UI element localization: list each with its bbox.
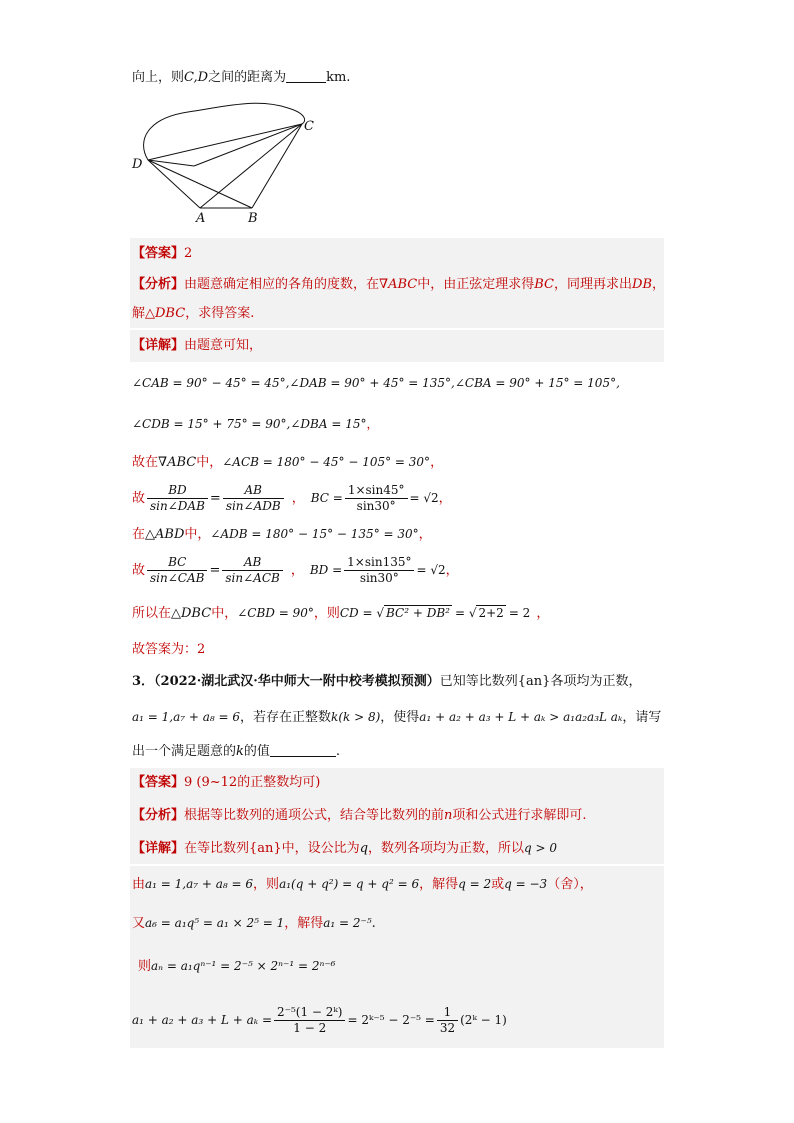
math: n [444,808,453,823]
numerator: 1 [437,1005,458,1021]
text: . [371,916,376,931]
denominator: 1 − 2 [293,1021,327,1035]
text: ，则 [253,877,280,892]
math: △DBC [171,606,212,621]
text: . [335,744,341,759]
q3-stem-line-3 [132,742,340,762]
problem-tail-line [132,68,350,88]
label-b: B [248,211,258,226]
label-a: A [196,211,206,226]
text: ， [430,455,444,470]
math: a₆ = a₁q⁵ = a₁ × 2⁵ = 1 [145,916,285,930]
answer-tag: 【答案】 [132,246,185,261]
answer-value: 2 [184,246,193,261]
math: ∠ACB = 180° − 45° − 105° = 30° [222,455,431,469]
denominator: 32 [439,1021,456,1035]
detail-line [132,336,262,356]
equation-1 [132,373,620,393]
numerator: BC [147,555,207,571]
math: q = −3 [504,877,548,891]
text: 或 [491,877,505,892]
text: 故在 [132,455,159,470]
math: BC [534,277,555,292]
unit: km. [326,70,351,85]
text: 向上，则 [132,70,185,85]
text: 在等比数列{an}中，设公比为 [184,841,360,856]
equation-4 [132,478,452,519]
answer-tag: 【答案】 [132,775,185,790]
q3-detail-2 [132,874,593,895]
text: ，则 [313,606,340,621]
text: ， [536,606,550,621]
segment-bc [252,124,302,208]
analysis-tag: 【分析】 [132,808,185,823]
fraction [437,1005,458,1036]
math: ∠CDB = 15° + 75° = 90°,∠DBA = 15° [132,417,367,431]
text: ，解得 [284,916,324,931]
text: 中，由正弦定理求得 [417,277,535,292]
text: （舍）， [547,877,593,892]
text: ， [445,563,459,578]
fraction [147,555,207,586]
text: 则 [138,959,152,974]
math-cd: C,D [184,70,209,85]
denominator: sin30° [359,571,399,585]
text: 解 [132,306,146,321]
segment-ac [200,124,302,208]
text: ，解得 [419,877,459,892]
math: = [209,491,221,506]
text: ， [418,527,432,542]
answer-line [132,244,192,264]
label-c: C [304,119,314,134]
answer-value: 9 (9~12的正整数均可) [184,775,321,790]
math: CD = √ [339,606,384,620]
fraction [222,555,282,586]
text: 所以在 [132,606,172,621]
label-d: D [132,157,143,172]
math: = √2 [409,491,439,505]
denominator: sin∠DAB [150,499,205,513]
q3-stem-line-1 [132,672,641,692]
math: a₁ = 2⁻⁵ [323,916,372,930]
numerator: AB [223,483,284,499]
math: k [236,744,244,759]
math: ∠CBD = 90° [237,606,314,620]
math: DB [632,277,653,292]
equation-7 [132,603,549,624]
segment-da [148,160,200,208]
text: 之间的距离为 [208,70,287,85]
math: BC = [310,491,343,505]
math: ∠ADB = 180° − 15° − 135° = 30° [210,527,419,541]
radicand: BC² + DB² [386,606,450,620]
fraction [344,555,414,586]
text: 中， [184,527,211,542]
equation-6 [132,550,459,591]
text: ，数列各项均为正数，所以 [368,841,525,856]
numerator: AB [222,555,282,571]
fraction [147,483,208,514]
text: 根据等比数列的通项公式，结合等比数列的前 [184,808,445,823]
answer-blank[interactable] [286,68,326,83]
math: ∠CAB = 90° − 45° = 45°,∠DAB = 90° + 45° = 135°,∠CBA = 90° + 15° = 105°, [132,376,620,390]
denominator: sin30° [356,499,396,513]
q3-detail-line [132,838,557,859]
segment-dc [148,124,302,160]
q3-stem-line-2 [132,707,661,728]
text: 中， [196,455,223,470]
math: k(k > 8) [331,710,381,724]
geometry-figure [128,100,328,228]
math: q = 2 [458,877,492,891]
math: q [359,841,369,856]
question-source: （2022·湖北武汉·华中师大一附中校考模拟预测） [154,674,440,689]
q3-answer-line [132,773,320,793]
boundary-curve [144,103,305,160]
text: ， [290,563,304,578]
text: 故答案为：2 [132,642,206,657]
text: ，同理再求出 [554,277,633,292]
text: 项和公式进行求解即可. [452,808,587,823]
math: a₁(q + q²) = q + q² = 6 [279,877,420,891]
text: ， [652,277,666,292]
math: aₙ = a₁qⁿ⁻¹ = 2⁻⁵ × 2ⁿ⁻¹ = 2ⁿ⁻⁶ [151,959,336,973]
fraction [223,483,284,514]
detail-tag: 【详解】 [132,338,185,353]
q3-detail-5 [132,998,507,1043]
math: △ABD [145,527,185,542]
text: 故 [132,563,146,578]
text: ， [291,491,305,506]
math: △DBC [145,306,186,321]
radicand: 2+2 [478,606,504,620]
numerator: 1×sin45° [345,483,408,499]
math: = 2 [508,606,531,620]
detail-tag: 【详解】 [132,841,185,856]
text: 的值 [243,744,270,759]
text: ， [366,417,379,431]
analysis-line [132,275,665,295]
equation-2 [132,414,378,434]
equation-5 [132,524,432,545]
text: 已知等比数列{an}各项均为正数， [439,674,642,689]
math: ∇ABC [158,455,197,470]
text: ，请写 [622,710,662,725]
q3-detail-4 [138,956,336,977]
denominator: sin∠CAB [150,571,205,585]
fraction [274,1005,345,1036]
numerator: BD [147,483,208,499]
denominator: sin∠ADB [225,499,281,513]
math: a₁ + a₂ + a₃ + L + aₖ > a₁a₂a₃L aₖ [419,710,623,724]
math: a₁ + a₂ + a₃ + L + aₖ = [132,1013,272,1027]
math: = √ [454,606,477,620]
text: 中， [211,606,238,621]
math: a₁ = 1,a₇ + a₈ = 6 [145,877,254,891]
math: = [209,563,221,578]
text: ，使得 [380,710,420,725]
text: 由 [132,877,146,892]
text: ， [438,491,452,506]
analysis-tag: 【分析】 [132,277,185,292]
math: q > 0 [524,841,558,855]
equation-3 [132,452,443,473]
text: 又 [132,916,146,931]
fraction [345,483,408,514]
segment-db [148,160,252,208]
text: 故 [132,491,146,506]
question-number: 3． [132,674,155,689]
q3-detail-3 [132,913,376,934]
text: 由题意确定相应的各角的度数，在 [184,277,380,292]
q3-analysis-line [132,806,587,826]
text: ，求得答案. [185,306,255,321]
text: 由题意可知， [184,338,263,353]
math: ∇ABC [379,277,418,292]
math: BD = [309,563,343,577]
math: = √2 [416,563,446,577]
numerator: 2⁻⁵(1 − 2ᵏ) [274,1005,345,1021]
answer-blank[interactable] [270,742,336,757]
text: ，若存在正整数 [240,710,332,725]
text: 出一个满足题意的 [132,744,237,759]
math: = 2ᵏ⁻⁵ − 2⁻⁵ = [347,1013,435,1027]
analysis-line-2 [132,304,254,324]
final-answer [132,640,205,660]
math: (2ᵏ − 1) [460,1013,507,1027]
math: a₁ = 1,a₇ + a₈ = 6 [132,710,241,724]
text: 在 [132,527,146,542]
denominator: sin∠ACB [225,571,280,585]
numerator: 1×sin135° [344,555,414,571]
